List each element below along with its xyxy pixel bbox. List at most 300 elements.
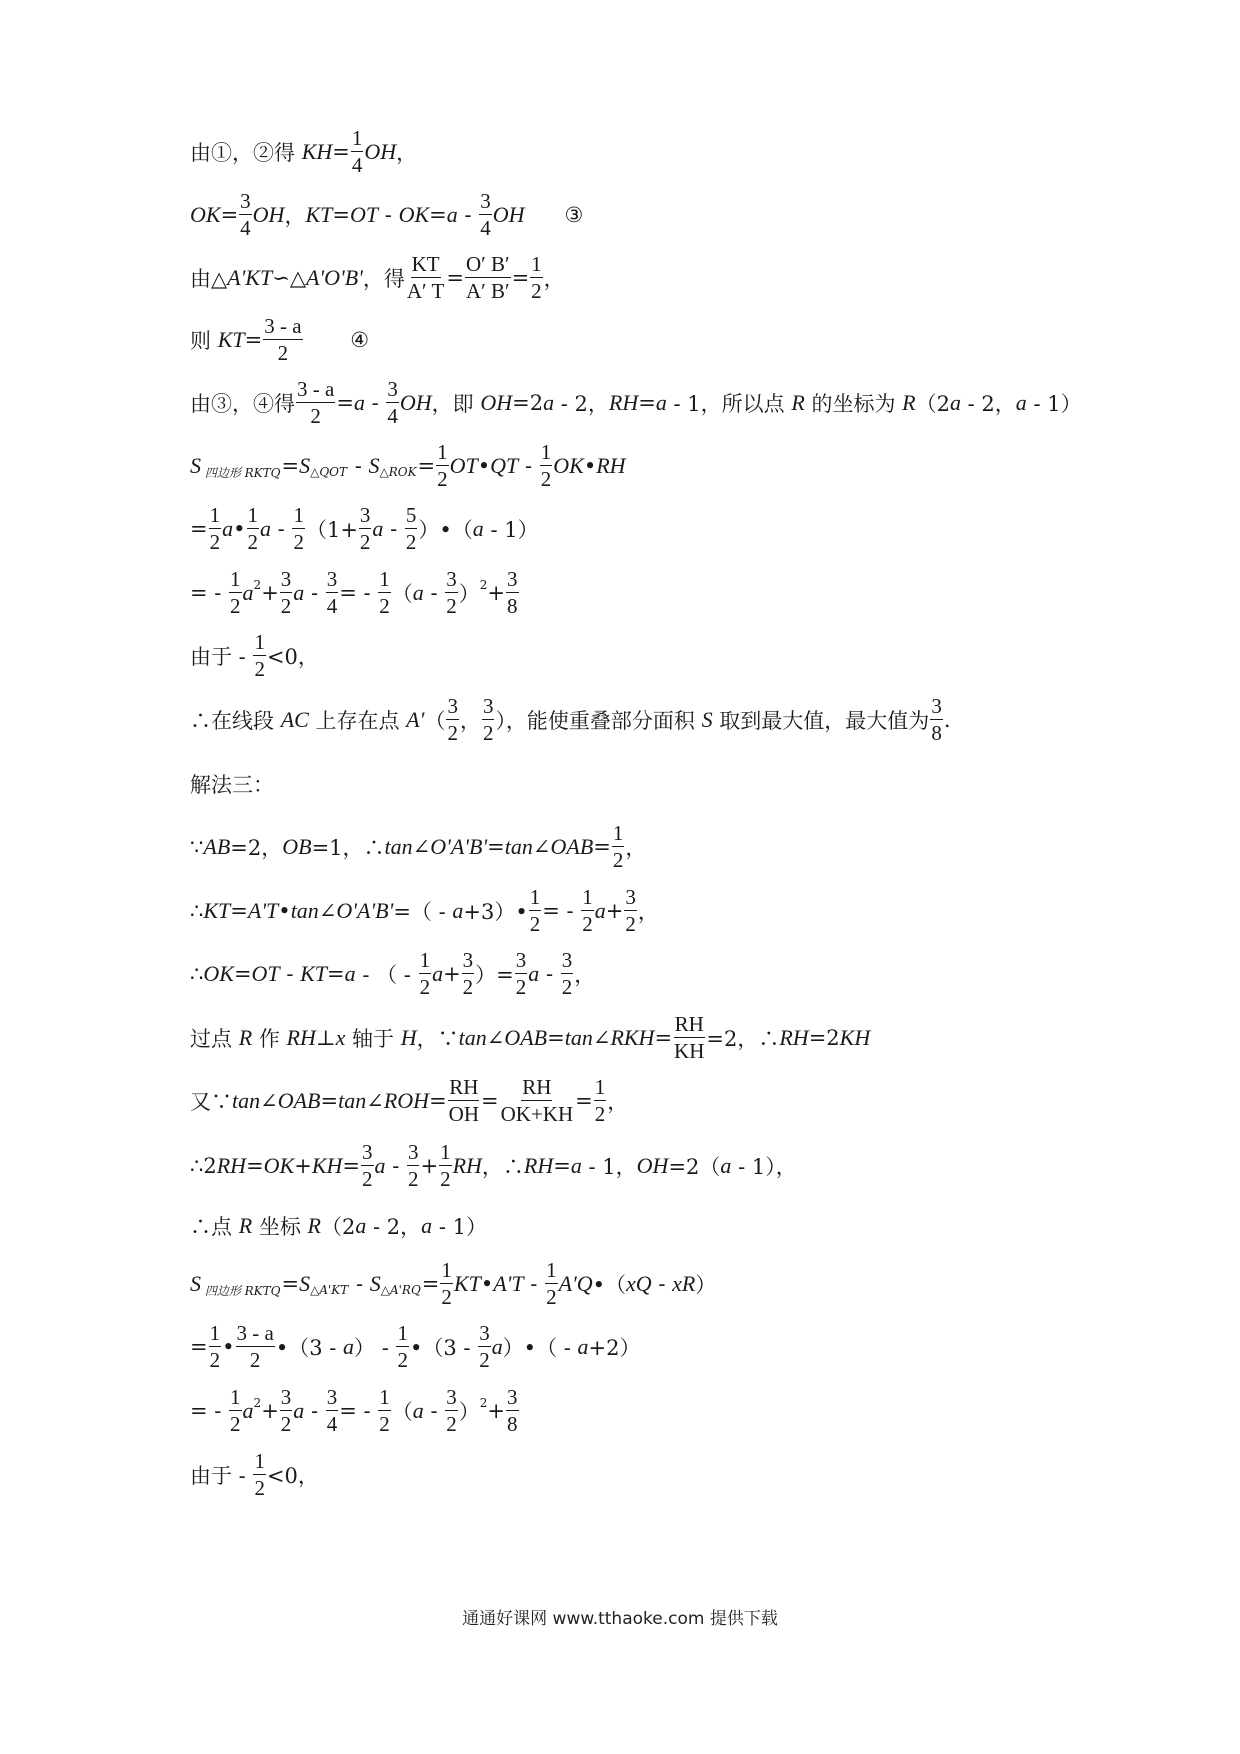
fraction-numerator: 3	[462, 948, 474, 972]
fraction-denominator: 2	[209, 1348, 221, 1372]
text-run: （	[391, 1400, 413, 1424]
fraction-numerator: 1	[254, 1449, 265, 1473]
math-variable: tan	[384, 834, 413, 859]
text-run: ，	[637, 900, 659, 924]
text-run: =2	[808, 1026, 840, 1050]
math-variable: OH	[480, 390, 513, 415]
text-run: -	[279, 962, 301, 986]
fraction-numerator: 1	[612, 821, 624, 845]
fraction	[236, 1323, 275, 1371]
text-run: ，	[459, 709, 481, 733]
fraction	[406, 254, 445, 302]
text-run: ∴2	[190, 1154, 217, 1178]
fraction-denominator: 2	[446, 594, 457, 618]
text-run: +	[605, 899, 624, 923]
text-run: =	[481, 1089, 499, 1113]
text-run: ，即	[431, 392, 481, 416]
math-line	[190, 628, 319, 684]
fraction-denominator: 2	[280, 1412, 292, 1436]
math-variable: a	[432, 961, 444, 986]
math-variable: a	[446, 202, 458, 227]
math-variable: RH	[286, 1025, 316, 1050]
math-variable: a	[491, 1334, 503, 1359]
fraction	[292, 505, 305, 553]
text-run: 上存在点	[308, 709, 407, 733]
math-variable: O'A'B'	[430, 834, 488, 859]
fraction-denominator: 2	[625, 912, 636, 936]
text-run: ∴	[190, 899, 204, 923]
math-subscript: 四边形 RKTQ	[201, 465, 281, 480]
text-run: +	[294, 1154, 312, 1178]
fraction	[326, 569, 339, 617]
text-run: ） -	[354, 1336, 396, 1360]
fraction	[465, 254, 511, 302]
fraction-numerator: 3	[625, 885, 636, 909]
fraction	[263, 316, 302, 364]
fraction-denominator: 8	[507, 1412, 518, 1436]
fraction-numerator: 1	[419, 948, 431, 972]
math-line	[190, 756, 274, 812]
math-line	[190, 1010, 870, 1066]
math-variable: a	[372, 516, 384, 541]
fraction-numerator: 1	[247, 503, 258, 527]
fraction	[209, 505, 222, 553]
text-run: ，	[396, 141, 418, 165]
fraction	[419, 950, 432, 998]
fraction-denominator: 2	[405, 530, 417, 554]
text-run: ∴点	[190, 1215, 239, 1239]
text-run: +	[487, 581, 505, 605]
fraction-numerator: 1	[351, 126, 363, 150]
fraction-denominator: 2	[440, 1167, 451, 1191]
fraction-numerator: 1	[440, 1140, 451, 1164]
text-run: ，	[543, 267, 565, 291]
fraction-denominator: 2	[247, 530, 258, 554]
fraction-denominator: 8	[507, 594, 518, 618]
fraction	[386, 379, 399, 427]
math-variable: RH	[596, 453, 626, 478]
math-variable: OK	[263, 1153, 295, 1178]
math-variable: OH	[492, 202, 525, 227]
text-run: ，∴	[481, 1155, 524, 1179]
math-variable: tan	[290, 898, 319, 923]
fraction	[359, 505, 372, 553]
fraction-denominator: 2	[612, 848, 624, 872]
text-run: ∠	[592, 1026, 611, 1050]
fraction-numerator: 1	[397, 1321, 408, 1345]
fraction	[296, 379, 335, 427]
fraction-denominator: 4	[240, 216, 251, 240]
math-variable: a	[1015, 390, 1027, 415]
fraction	[405, 505, 418, 553]
text-run: = -	[542, 899, 581, 923]
text-run: 的坐标为	[804, 392, 903, 416]
text-run: ∽△	[272, 266, 306, 290]
fraction-numerator: 1	[209, 503, 221, 527]
text-run: =	[638, 391, 656, 415]
fraction-denominator: 2	[482, 721, 494, 745]
math-variable: a	[452, 898, 464, 923]
fraction-numerator: 3	[362, 1140, 373, 1164]
fraction	[445, 569, 458, 617]
text-run: （	[424, 709, 446, 733]
fraction-denominator: 2	[479, 1348, 490, 1372]
fraction-numerator: 3	[326, 567, 338, 591]
math-variable: OH	[364, 139, 397, 164]
math-variable: A'Q	[558, 1271, 593, 1296]
fraction-numerator: 3 - a	[236, 1321, 274, 1345]
math-superscript: 2	[253, 578, 262, 592]
fraction	[500, 1077, 575, 1125]
text-run: =	[190, 517, 208, 541]
math-variable: KT	[203, 898, 231, 923]
math-variable: a	[543, 390, 555, 415]
text-run: =	[190, 1335, 208, 1359]
math-variable: RKH	[610, 1025, 655, 1050]
text-run: -	[385, 1154, 406, 1178]
text-run: ，	[284, 204, 306, 228]
text-run: =	[332, 203, 350, 227]
fraction	[530, 254, 543, 302]
text-run: =	[511, 266, 530, 290]
fraction	[436, 442, 449, 490]
fraction-denominator: 2	[582, 912, 593, 936]
fraction-denominator: 2	[529, 912, 541, 936]
text-run: 则	[190, 329, 218, 353]
math-subscript: △QOT	[310, 465, 348, 479]
fraction	[396, 1323, 409, 1371]
fraction	[445, 1387, 458, 1435]
fraction-numerator: 3	[407, 1140, 419, 1164]
math-line	[190, 375, 1082, 431]
math-variable: OAB	[277, 1088, 321, 1113]
fraction-denominator: OH	[448, 1102, 480, 1126]
fraction	[561, 950, 574, 998]
text-run: - 2，	[554, 392, 609, 416]
fraction-numerator: 1	[582, 885, 593, 909]
text-run: = -	[339, 581, 378, 605]
fraction	[545, 1260, 558, 1308]
fraction-denominator: A′ T	[406, 279, 445, 303]
text-run: 由于 -	[190, 1464, 253, 1488]
fraction-denominator: 2	[540, 467, 552, 491]
text-run: -	[349, 1272, 370, 1296]
fraction-denominator: OK+KH	[500, 1102, 574, 1126]
fraction	[529, 887, 542, 935]
math-subscript: △A'KT	[310, 1283, 349, 1297]
text-run: - （ -	[355, 963, 418, 987]
math-variable: RH	[779, 1025, 809, 1050]
math-variable: RH	[452, 1153, 482, 1178]
text-run: - 2，	[960, 392, 1016, 416]
fraction-denominator: 2	[254, 1476, 265, 1500]
text-run: ∠	[260, 1089, 278, 1113]
text-run: -	[423, 1399, 445, 1423]
text-run: - 1），	[731, 1155, 797, 1179]
math-variable: xQ	[625, 1271, 652, 1296]
fraction-denominator: 2	[254, 657, 265, 681]
fraction-denominator: 2	[397, 1348, 408, 1372]
math-variable: tan	[504, 834, 533, 859]
text-run: 又∵	[190, 1090, 232, 1114]
text-run: 轴于	[345, 1027, 401, 1051]
math-variable: a	[293, 580, 305, 605]
text-run: =	[327, 962, 345, 986]
math-line	[190, 1256, 716, 1312]
fraction-denominator: 2	[407, 1167, 419, 1191]
math-variable: a	[242, 1398, 254, 1423]
fraction	[930, 696, 943, 744]
text-run: ，	[625, 836, 647, 860]
text-run: •	[222, 1335, 235, 1359]
text-run: - 1）	[483, 518, 539, 542]
math-variable: OAB	[504, 1025, 548, 1050]
fraction	[280, 1387, 293, 1435]
math-variable: O'A'B'	[336, 898, 394, 923]
text-run: -	[348, 454, 369, 478]
fraction-numerator: RH	[674, 1012, 704, 1036]
text-run: =	[246, 1154, 264, 1178]
fraction-numerator: 3	[931, 694, 942, 718]
fraction	[482, 696, 495, 744]
math-line	[190, 1073, 628, 1129]
fraction-numerator: 1	[254, 630, 265, 654]
fraction	[351, 128, 364, 176]
text-run: -	[378, 203, 399, 227]
math-line	[190, 250, 565, 306]
math-superscript: 2	[253, 1396, 262, 1410]
math-line	[190, 438, 626, 494]
math-variable: a	[655, 390, 667, 415]
text-run: ∠	[318, 899, 337, 923]
math-variable: R	[902, 390, 916, 415]
math-line	[190, 124, 417, 180]
math-variable: a	[412, 580, 424, 605]
math-variable: a	[355, 1213, 367, 1238]
fraction	[594, 1077, 607, 1125]
fraction	[448, 1077, 480, 1125]
text-run: =	[220, 203, 239, 227]
text-run: =	[320, 1089, 339, 1113]
fraction-denominator: 2	[277, 341, 289, 365]
page-footer: 通通好课网 www.tthaoke.com 提供下载	[462, 1609, 778, 1629]
fraction-denominator: 2	[280, 594, 292, 618]
text-run: =（ -	[393, 900, 453, 924]
text-run: - 1，所以点	[666, 392, 792, 416]
fraction	[229, 569, 242, 617]
fraction-numerator: 3	[359, 503, 371, 527]
math-variable: a	[421, 1213, 433, 1238]
text-run: ）•（ -	[502, 1336, 578, 1360]
fraction-numerator: 1	[293, 503, 304, 527]
text-run: ）	[458, 582, 480, 606]
text-run: -	[364, 391, 386, 415]
fraction-numerator: 1	[230, 1385, 241, 1409]
math-variable: S	[190, 453, 201, 478]
math-variable: a	[344, 961, 356, 986]
math-variable: OT	[349, 202, 379, 227]
fraction	[247, 505, 260, 553]
fraction-numerator: 5	[405, 503, 417, 527]
math-variable: OH	[636, 1153, 669, 1178]
text-run: =2	[512, 391, 544, 415]
math-variable: OH	[252, 202, 285, 227]
math-variable: OT	[449, 453, 478, 478]
fraction	[673, 1014, 705, 1062]
fraction-numerator: 1	[379, 567, 390, 591]
text-run: =	[417, 454, 436, 478]
math-variable: OB	[282, 834, 312, 859]
math-variable: KT	[305, 202, 333, 227]
math-variable: A'T	[493, 1271, 524, 1296]
math-variable: OH	[399, 390, 432, 415]
math-superscript: 2	[479, 1396, 488, 1410]
text-run: ，	[574, 963, 596, 987]
fraction-numerator: 1	[230, 567, 241, 591]
math-line	[190, 1383, 520, 1439]
text-run: ⊥	[315, 1026, 336, 1050]
fraction-denominator: 2	[359, 530, 371, 554]
text-run: =	[654, 1026, 673, 1050]
math-variable: R	[238, 1025, 253, 1050]
math-line	[190, 565, 520, 621]
text-run: =	[421, 1272, 440, 1296]
text-run: =	[244, 328, 263, 352]
math-variable: RH	[216, 1153, 247, 1178]
fraction	[239, 191, 252, 239]
math-variable: OK	[398, 202, 430, 227]
fraction	[253, 632, 266, 680]
fraction-denominator: 2	[419, 975, 431, 999]
math-variable: AB	[203, 834, 231, 859]
fraction-denominator: 2	[437, 467, 448, 491]
fraction-numerator: 1	[209, 1321, 221, 1345]
fraction-denominator: 4	[351, 153, 363, 177]
math-line	[190, 1138, 797, 1194]
text-run: =	[342, 1154, 361, 1178]
fraction-numerator: 1	[540, 440, 552, 464]
fraction	[540, 442, 553, 490]
text-run: =	[593, 835, 611, 859]
math-variable: xR	[672, 1271, 696, 1296]
fraction-denominator: 2	[379, 594, 390, 618]
math-variable: S	[299, 453, 311, 478]
text-run: =	[429, 1089, 447, 1113]
text-run: <0，	[266, 645, 319, 669]
fraction	[479, 191, 492, 239]
math-variable: R	[791, 390, 805, 415]
text-run: +3）•	[463, 900, 528, 924]
fraction-denominator: 2	[546, 1285, 557, 1309]
text-run: ）•（	[418, 518, 473, 542]
fraction-denominator: 2	[293, 530, 304, 554]
fraction	[407, 1142, 420, 1190]
text-run: ，∵	[416, 1027, 459, 1051]
fraction	[515, 950, 528, 998]
fraction	[612, 823, 625, 871]
fraction-numerator: 3	[480, 189, 491, 213]
fraction-numerator: 3 - a	[297, 377, 335, 401]
text-run: 作	[252, 1027, 287, 1051]
math-variable: OK	[190, 202, 221, 227]
fraction	[378, 1387, 391, 1435]
math-variable: x	[335, 1025, 346, 1050]
fraction	[439, 1142, 452, 1190]
math-line	[190, 883, 659, 939]
math-variable: A'T	[247, 898, 279, 923]
fraction-denominator: 2	[310, 404, 321, 428]
fraction-numerator: 3	[507, 1385, 518, 1409]
fraction-numerator: 1	[529, 885, 541, 909]
text-run: =	[446, 266, 464, 290]
fraction-numerator: 3 - a	[264, 314, 302, 338]
fraction-denominator: KH	[674, 1039, 705, 1063]
math-variable: a	[260, 516, 271, 541]
text-run: +2）	[588, 1336, 641, 1360]
math-line	[190, 1198, 487, 1254]
math-variable: a	[570, 1153, 582, 1178]
text-run: ∴	[190, 962, 204, 986]
text-run: ∠	[532, 835, 551, 859]
text-run: 坐标	[252, 1215, 308, 1239]
text-run: - 2，	[366, 1215, 422, 1239]
fraction-numerator: RH	[449, 1075, 479, 1099]
fraction-numerator: 3	[479, 1321, 490, 1345]
fraction-denominator: 2	[230, 1412, 241, 1436]
text-run: +	[261, 1399, 279, 1423]
text-run: -	[651, 1272, 673, 1296]
text-run: 由于 -	[190, 645, 253, 669]
fraction-numerator: RH	[522, 1075, 552, 1099]
math-variable: OT	[251, 961, 280, 986]
text-run: •	[278, 899, 291, 923]
text-run: =2，∴	[706, 1027, 780, 1051]
math-variable: A′	[406, 707, 425, 732]
text-run: ∵	[190, 835, 204, 859]
math-subscript: 四边形 RKTQ	[201, 1283, 281, 1298]
math-line	[190, 819, 646, 875]
fraction-denominator: A′ B′	[465, 279, 510, 303]
text-run: - 1）	[432, 1215, 487, 1239]
text-run: ），能使重叠部分面积	[495, 709, 702, 733]
math-variable: tan	[232, 1088, 261, 1113]
text-run: -	[383, 517, 404, 541]
math-variable: OK	[553, 453, 584, 478]
fraction	[506, 569, 519, 617]
fraction-denominator: 2	[209, 530, 221, 554]
text-run: 解法三：	[190, 773, 274, 797]
fraction-denominator: 2	[561, 975, 573, 999]
fraction-numerator: 3	[447, 694, 458, 718]
math-variable: ROH	[383, 1088, 430, 1113]
math-variable: a	[353, 390, 365, 415]
math-variable: KH	[301, 139, 333, 164]
text-run: =	[487, 835, 505, 859]
math-variable: a	[577, 1334, 589, 1359]
text-run: ∠	[412, 835, 431, 859]
text-run: = -	[339, 1399, 378, 1423]
fraction-numerator: 1	[546, 1258, 557, 1282]
fraction-denominator: 2	[594, 1102, 606, 1126]
fraction-denominator: 2	[447, 721, 458, 745]
fraction	[478, 1323, 491, 1371]
math-variable: a	[720, 1153, 732, 1178]
text-run: （2	[320, 1215, 356, 1239]
math-line	[190, 1319, 641, 1375]
text-run: ）=	[475, 963, 514, 987]
math-variable: OAB	[550, 834, 594, 859]
math-variable: KH	[839, 1025, 871, 1050]
